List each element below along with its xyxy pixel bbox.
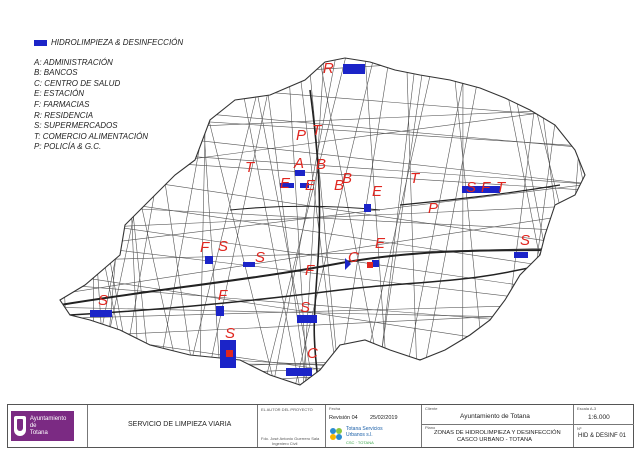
street xyxy=(576,40,640,400)
legend-item: T: COMERCIO ALIMENTACIÓN xyxy=(34,131,149,141)
facility-label: T xyxy=(410,170,420,187)
revision: Revisión 04 xyxy=(329,415,358,421)
street xyxy=(497,40,568,400)
facility-label: T xyxy=(245,159,255,176)
escala-label: Escala A-3 xyxy=(577,406,597,411)
facility-label: S xyxy=(466,179,477,196)
zone-block xyxy=(297,315,317,323)
title-block xyxy=(7,404,634,448)
company-name-2: Urbanos s.l. xyxy=(346,432,373,438)
company-name-1: Totana Servicios xyxy=(346,426,383,432)
author-cell xyxy=(258,405,326,447)
legend-item: F: FARMACIAS xyxy=(34,99,90,109)
legend-item: B: BANCOS xyxy=(34,68,78,78)
facility-label: B xyxy=(334,177,345,194)
street xyxy=(451,40,487,400)
facility-label: A xyxy=(294,155,305,172)
legend-item: C: CENTRO DE SALUD xyxy=(34,78,121,88)
logo-cell xyxy=(8,405,88,447)
municipality-logo xyxy=(11,411,74,441)
facility-label: B xyxy=(316,156,327,173)
street xyxy=(364,40,389,400)
main-road xyxy=(230,206,380,210)
client-name: Ayuntamiento de Totana xyxy=(460,413,530,420)
health-centre-icon xyxy=(226,350,233,357)
zone-block xyxy=(205,256,213,264)
legend-item: S: SUPERMERCADOS xyxy=(34,121,118,131)
company-logo-icon xyxy=(329,427,343,441)
crest-icon xyxy=(14,416,26,436)
street xyxy=(505,40,574,400)
plan-number: HID & DESINF 01 xyxy=(578,433,627,439)
street xyxy=(518,40,566,400)
street xyxy=(40,312,600,338)
facility-label: P xyxy=(296,127,307,144)
facility-label: S xyxy=(218,238,229,255)
legend-header xyxy=(34,38,183,49)
service-title: SERVICIO DE LIMPIEZA VIARIA xyxy=(128,421,232,428)
street xyxy=(560,40,587,400)
author-label: EL AUTOR DEL PROYECTO xyxy=(261,407,313,412)
street xyxy=(401,40,471,400)
facility-label: B xyxy=(342,170,353,187)
street xyxy=(40,307,600,319)
facility-label: F xyxy=(481,179,491,196)
divider xyxy=(574,424,634,425)
company-name-3: CSC · TOTANA xyxy=(346,440,374,445)
zone-block xyxy=(90,310,112,317)
service-cell xyxy=(88,405,258,447)
street xyxy=(40,283,600,328)
scale-value: 1:6.000 xyxy=(588,414,610,421)
scale-cell xyxy=(574,405,634,447)
divider xyxy=(422,424,573,425)
facility-label: F xyxy=(305,262,315,279)
street xyxy=(316,40,385,400)
num-label: Nº xyxy=(577,426,582,431)
legend-swatch xyxy=(34,40,47,46)
facility-label: F xyxy=(200,239,210,256)
author-role: Ingeniero Civil xyxy=(272,441,298,446)
zone-block xyxy=(286,368,312,376)
facility-label: S xyxy=(98,292,109,309)
facility-label: E xyxy=(280,175,291,192)
legend-item: E: ESTACIÓN xyxy=(34,89,85,99)
plan-date: 25/02/2019 xyxy=(370,415,398,421)
legend-item: A: ADMINISTRACIÓN xyxy=(34,57,113,67)
map-legend xyxy=(34,38,183,153)
facility-label: R xyxy=(323,60,334,77)
legend-item: P: POLICÍA & G.C. xyxy=(34,142,102,152)
street xyxy=(556,40,625,400)
street xyxy=(609,40,640,400)
zone-block xyxy=(372,260,379,267)
zone-block xyxy=(364,204,371,212)
facility-label: S xyxy=(300,299,311,316)
facility-label: T xyxy=(496,179,506,196)
street xyxy=(40,363,600,366)
street xyxy=(198,40,222,400)
facility-label: S xyxy=(520,232,531,249)
legend-title: HIDROLIMPIEZA & DESINFECCIÓN xyxy=(51,38,184,47)
facility-label: F xyxy=(218,287,228,304)
health-centre-icon xyxy=(367,262,373,268)
facility-label: S xyxy=(225,325,236,342)
facility-label: S xyxy=(255,249,266,266)
legend-item: R: RESIDENCIA xyxy=(34,110,94,120)
logo-text-1: Ayuntamiento de xyxy=(29,415,67,429)
facility-label: T xyxy=(312,122,322,139)
logo-text-2: Totana xyxy=(29,429,48,436)
zone-block xyxy=(514,252,528,258)
street xyxy=(599,40,640,400)
zone-block xyxy=(243,262,255,267)
client-plan-cell xyxy=(422,405,574,447)
fecha-label: Fecha xyxy=(329,406,341,411)
street xyxy=(336,40,392,400)
street xyxy=(498,40,543,400)
author-name: Fdo. José Antonio Guerrero Sala xyxy=(261,436,320,441)
date-cell xyxy=(326,405,422,447)
facility-label: C xyxy=(307,345,318,362)
facility-label: P xyxy=(428,200,439,217)
street xyxy=(375,40,427,400)
street xyxy=(357,40,438,400)
plan-title-1: ZONAS DE HIDROLIMPIEZA Y DESINFECCIÓN xyxy=(434,430,561,436)
zone-block xyxy=(343,64,365,74)
street xyxy=(199,40,207,400)
plan-title-2: CASCO URBANO - TOTANA xyxy=(457,437,533,443)
facility-label: C xyxy=(348,249,359,266)
facility-label: E xyxy=(305,177,316,194)
facility-label: E xyxy=(372,183,383,200)
street xyxy=(40,355,600,382)
street xyxy=(261,40,353,400)
facility-label: E xyxy=(375,235,386,252)
cliente-label: Cliente xyxy=(425,406,438,411)
zone-block xyxy=(216,306,224,316)
street xyxy=(40,349,600,381)
plano-label: Plano xyxy=(425,425,436,430)
